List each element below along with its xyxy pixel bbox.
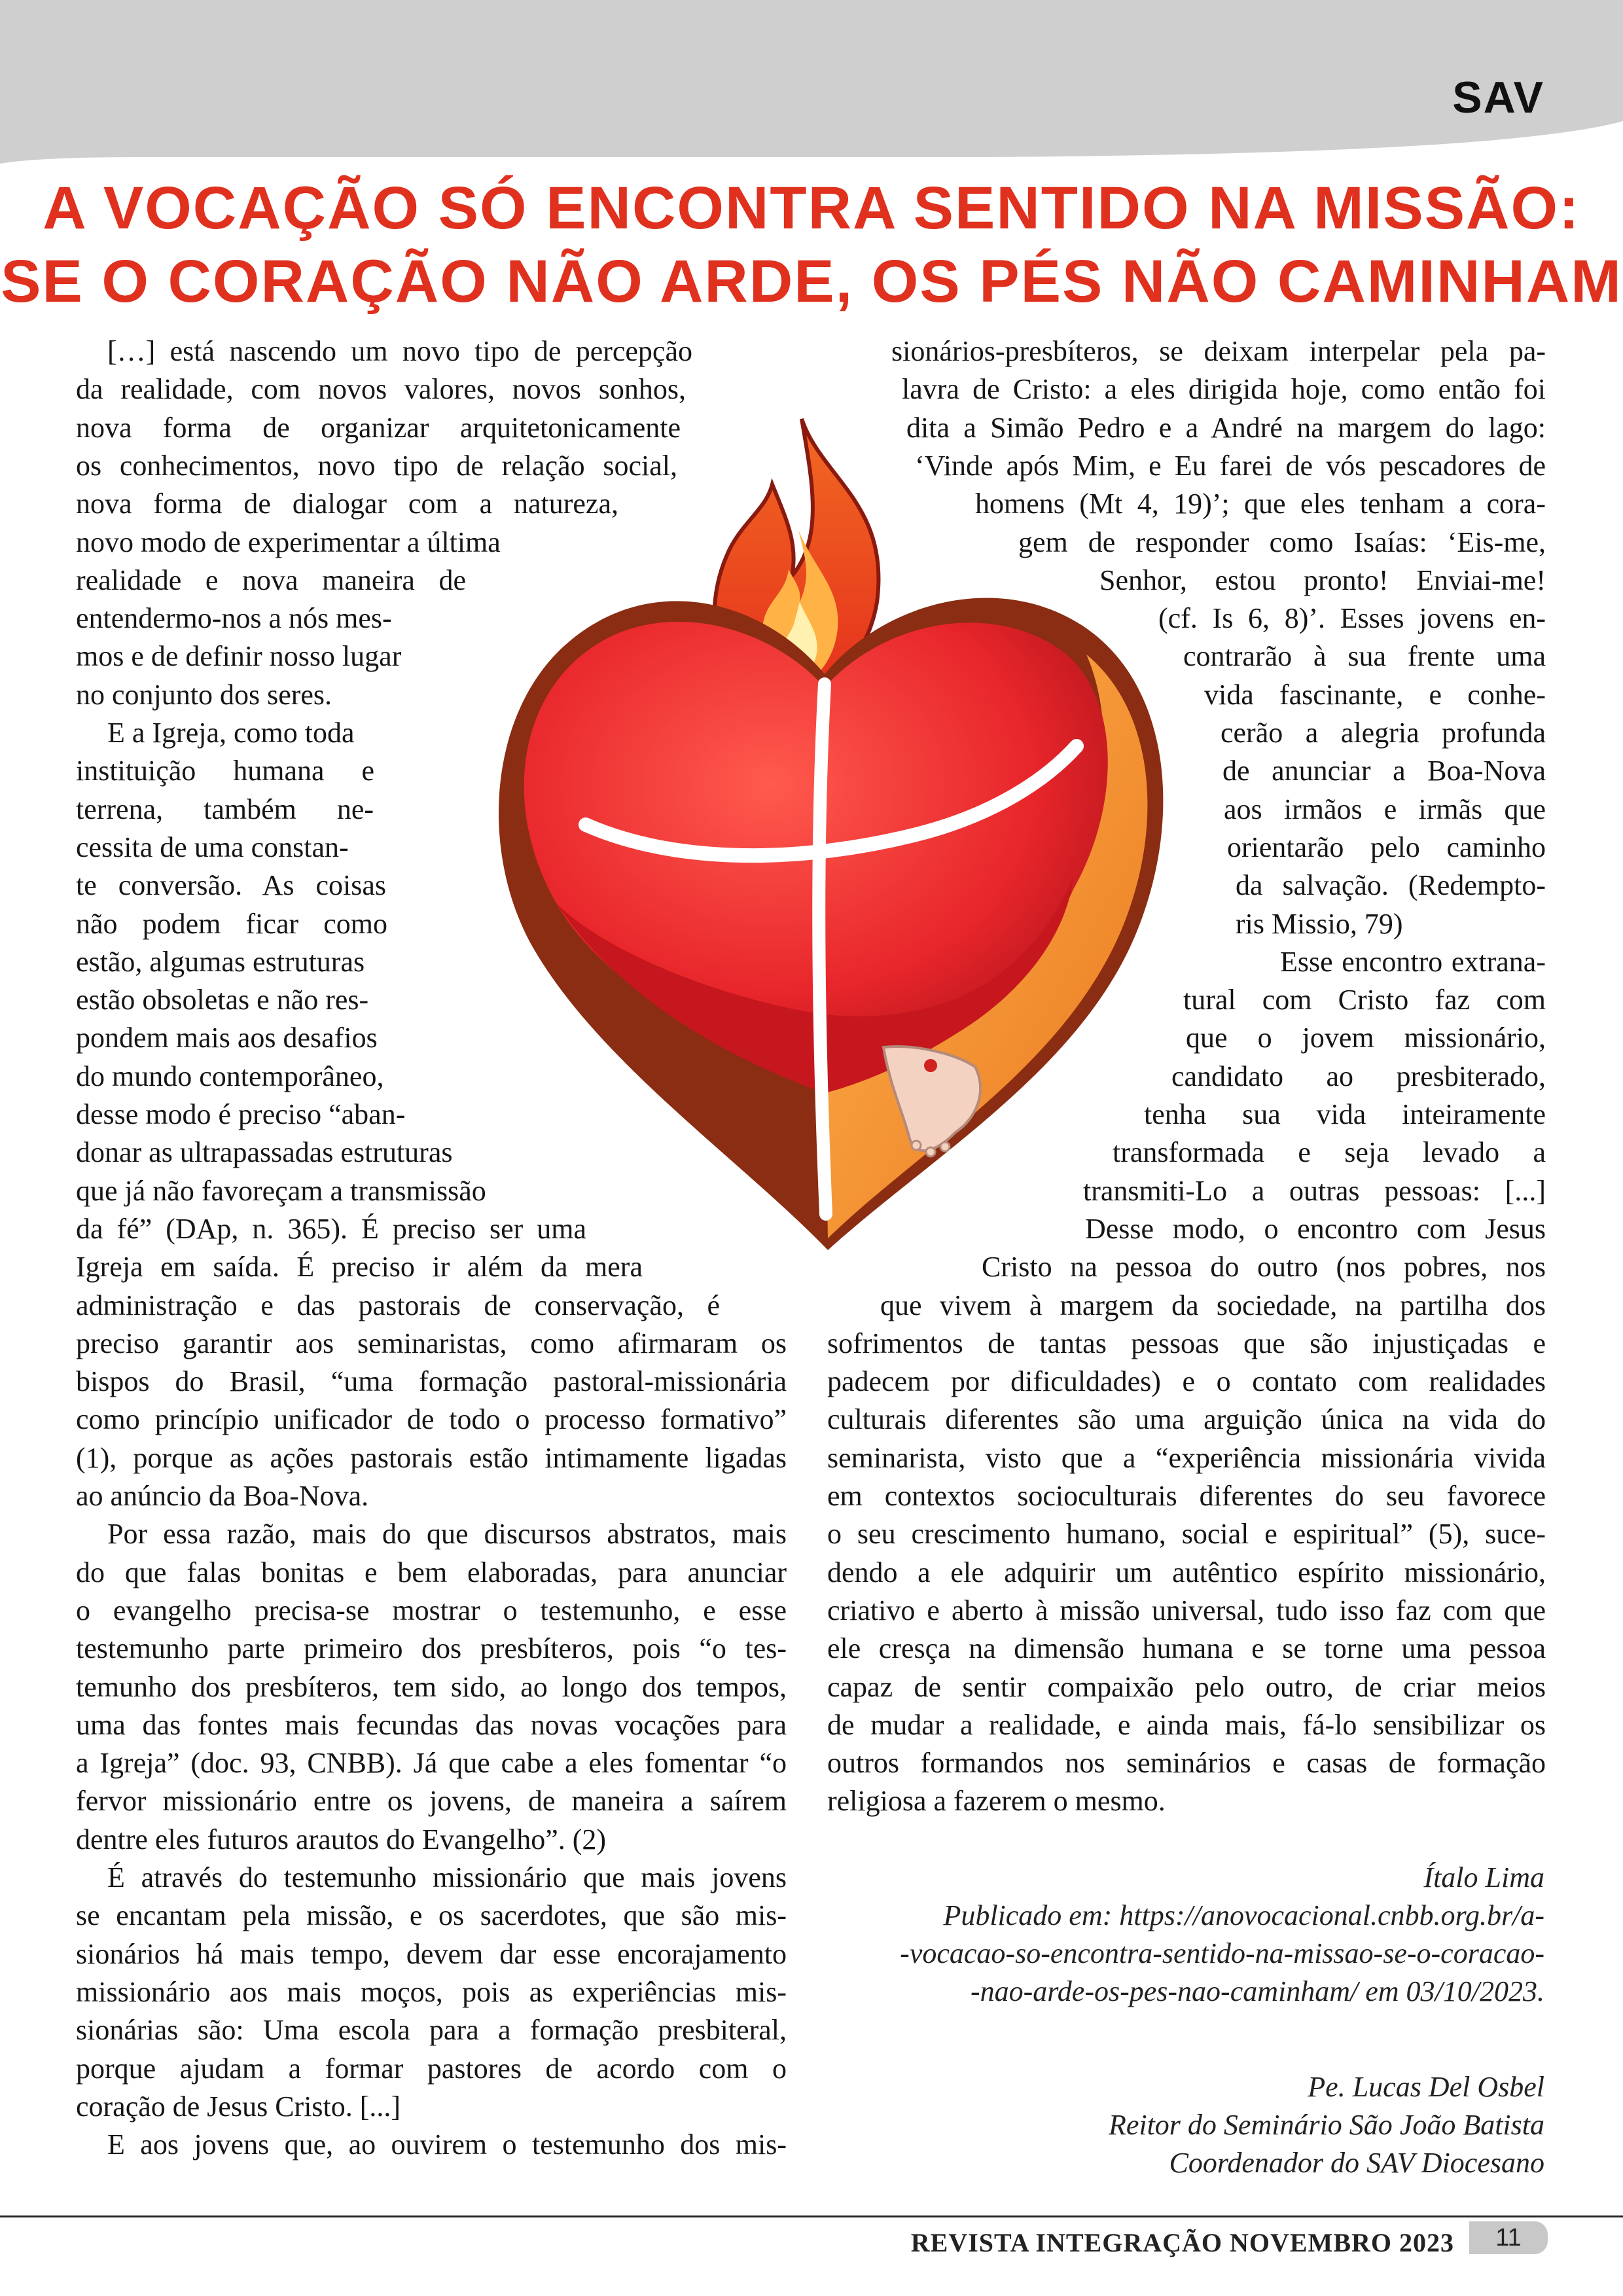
left-column-line: instituição humana e <box>76 755 374 787</box>
left-column-line: como princípio unificador de todo o processo formativo” <box>76 1403 787 1435</box>
left-column-line: coração de Jesus Cristo. [...] <box>76 2090 401 2123</box>
left-column-line: bispos do Brasil, “uma formação pastoral-missionária <box>76 1365 787 1397</box>
left-column-line: do mundo contemporâneo, <box>76 1060 384 1092</box>
right-column-line: seminarista, visto que a “experiência missionária vivida <box>827 1442 1546 1474</box>
right-column-line: Esse encontro extrana- <box>1280 946 1546 978</box>
source-author: Ítalo Lima <box>1423 1861 1544 1893</box>
right-column-line: criativo e aberto à missão universal, tudo isso faz com que <box>827 1594 1546 1626</box>
right-column-line: (cf. Is 6, 8)’. Esses jovens en- <box>1158 602 1546 634</box>
left-column-line: É através do testemunho missionário que mais jovens <box>107 1861 787 1893</box>
right-column-line: culturais diferentes são uma arguição única na vida do <box>827 1403 1546 1435</box>
right-column-line: em contextos socioculturais diferentes do seu favorece <box>827 1480 1546 1512</box>
left-column-line: ao anúncio da Boa-Nova. <box>76 1480 369 1512</box>
right-column-line: que o jovem missionário, <box>1186 1022 1546 1054</box>
right-column-line: tenha sua vida inteiramente <box>1144 1098 1546 1130</box>
right-column-line: sionários-presbíteros, se deixam interpelar pela pa- <box>891 335 1546 367</box>
right-column-line: que vivem à margem da sociedade, na partilha dos <box>880 1289 1546 1321</box>
right-column-line: homens (Mt 4, 19)’; que eles tenham a cora- <box>975 488 1546 520</box>
right-column-line: outros formandos nos seminários e casas de formação <box>827 1747 1546 1779</box>
left-column-line: E aos jovens que, ao ouvirem o testemunho dos mis- <box>107 2128 787 2161</box>
left-column-line: desse modo é preciso “aban- <box>76 1098 406 1130</box>
page-number: 11 <box>1469 2221 1548 2254</box>
left-column-line: terrena, também ne- <box>76 793 374 825</box>
right-column-line: o seu crescimento humano, social e espiritual” (5), suce- <box>827 1518 1546 1550</box>
left-column-line: estão obsoletas e não res- <box>76 984 369 1016</box>
left-column-line: Igreja em saída. É preciso ir além da mera <box>76 1251 643 1283</box>
left-column-line: não podem ficar como <box>76 908 387 940</box>
left-column-line: os conhecimentos, novo tipo de relação social, <box>76 450 677 482</box>
left-column-line: (1), porque as ações pastorais estão intimamente ligadas <box>76 1442 787 1474</box>
left-column-line: uma das fontes mais fecundas das novas vocações para <box>76 1709 787 1741</box>
left-column-line: se encantam pela missão, e os sacerdotes, que são mis- <box>76 1899 787 1931</box>
left-column-line: no conjunto dos seres. <box>76 679 332 711</box>
right-column-line: candidato ao presbiterado, <box>1171 1060 1546 1092</box>
left-column-line: do que falas bonitas e bem elaboradas, para anunciar <box>76 1556 787 1588</box>
source-credit <box>900 1859 1544 2011</box>
right-column-line: Cristo na pessoa do outro (nos pobres, nos <box>982 1251 1546 1283</box>
right-column-line: tural com Cristo faz com <box>1183 984 1546 1016</box>
right-column-line: padecem por dificuldades) e o contato com realidades <box>827 1365 1546 1397</box>
left-column-line: […] está nascendo um novo tipo de percepção <box>107 335 692 367</box>
footer-magazine-title: REVISTA INTEGRAÇÃO NOVEMBRO 2023 <box>910 2228 1454 2257</box>
right-column-line: transformada e seja levado a <box>1113 1136 1546 1168</box>
left-column-line: sionários há mais tempo, devem dar esse encorajamento <box>76 1938 787 1970</box>
right-column-line: ele cresça na dimensão humana e se torne uma pessoa <box>827 1632 1546 1664</box>
left-column-line: nova forma de organizar arquitetonicamente <box>76 412 681 444</box>
left-column-line: porque ajudam a formar pastores de acordo com o <box>76 2053 787 2085</box>
source-line: Publicado em: https://anovocacional.cnbb.org.br/a- <box>943 1899 1544 1931</box>
left-column-line: pondem mais aos desafios <box>76 1022 378 1054</box>
left-column-line: fervor missionário entre os jovens, de maneira a saírem <box>76 1785 787 1817</box>
right-column-line: de anunciar a Boa-Nova <box>1222 755 1546 787</box>
right-column-line: gem de responder como Isaías: ‘Eis-me, <box>1018 526 1546 558</box>
left-column-line: o evangelho precisa-se mostrar o testemunho, e esse <box>76 1594 787 1626</box>
right-column-line: dita a Simão Pedro e a André na margem do lago: <box>906 412 1546 444</box>
right-column-line: cerão a alegria profunda <box>1221 717 1546 749</box>
source-line: -vocacao-so-encontra-sentido-na-missao-se-o-coracao- <box>900 1937 1544 1969</box>
signature-block <box>1109 2068 1544 2182</box>
left-column-line: dentre eles futuros arautos do Evangelho”. (2) <box>76 1823 607 1856</box>
left-column-line: missionário aos mais moços, pois as experiências mis- <box>76 1976 787 2008</box>
right-column-line: sofrimentos de tantas pessoas que são injustiçadas e <box>827 1327 1546 1359</box>
right-column-line: Desse modo, o encontro com Jesus <box>1085 1213 1546 1245</box>
left-column-line: te conversão. As coisas <box>76 869 386 901</box>
left-column-line: novo modo de experimentar a última <box>76 526 501 558</box>
right-column-line: de mudar a realidade, e ainda mais, fá-lo sensibilizar os <box>827 1709 1546 1741</box>
left-column-line: nova forma de dialogar com a natureza, <box>76 488 618 520</box>
right-column-line: transmiti-Lo a outras pessoas: [...] <box>1083 1175 1546 1207</box>
signature-role: Coordenador do SAV Diocesano <box>1169 2147 1544 2179</box>
source-line: -nao-arde-os-pes-nao-caminham/ em 03/10/2023. <box>971 1975 1544 2007</box>
left-column-line: sionárias são: Uma escola para a formação presbiteral, <box>76 2014 787 2046</box>
left-column-line: realidade e nova maneira de <box>76 564 466 596</box>
left-column-line: da realidade, com novos valores, novos sonhos, <box>76 373 686 405</box>
left-column-line: donar as ultrapassadas estruturas <box>76 1136 453 1168</box>
article-title-line-1: A VOCAÇÃO SÓ ENCONTRA SENTIDO NA MISSÃO: <box>43 175 1580 242</box>
left-column-line: preciso garantir aos seminaristas, como afirmaram os <box>76 1327 787 1359</box>
left-column-line: temunho dos presbíteros, tem sido, ao longo dos tempos, <box>76 1671 787 1703</box>
right-column-line: capaz de sentir compaixão pelo outro, de criar meios <box>827 1671 1546 1703</box>
left-column-line: mos e de definir nosso lugar <box>76 640 402 672</box>
right-column-line: Senhor, estou pronto! Enviai-me! <box>1099 564 1546 596</box>
left-column-line: E a Igreja, como toda <box>107 717 355 749</box>
header-band <box>0 0 1623 170</box>
right-column-line: lavra de Cristo: a eles dirigida hoje, como então foi <box>902 373 1546 405</box>
left-column-line: cessita de uma constan- <box>76 831 349 863</box>
right-column-line: da salvação. (Redempto- <box>1236 869 1546 901</box>
right-column-line: dendo a ele adquirir um autêntico espírito missionário, <box>827 1556 1546 1588</box>
right-column-line: ris Missio, 79) <box>1236 908 1403 940</box>
footer-rule <box>0 2215 1623 2217</box>
right-column-line: aos irmãos e irmãs que <box>1224 793 1546 825</box>
left-column-line: da fé” (DAp, n. 365). É preciso ser uma <box>76 1213 586 1245</box>
left-column-line: a Igreja” (doc. 93, CNBB). Já que cabe a eles fomentar “o <box>76 1747 787 1779</box>
right-column-line: contrarão à sua frente uma <box>1183 640 1546 672</box>
right-column-line: orientarão pelo caminho <box>1227 831 1546 863</box>
left-column-line: entendermo-nos a nós mes- <box>76 602 392 634</box>
left-column-line: Por essa razão, mais do que discursos abstratos, mais <box>107 1518 787 1550</box>
right-column-line: ‘Vinde após Mim, e Eu farei de vós pescadores de <box>915 450 1546 482</box>
article-title <box>0 171 1623 318</box>
section-tag: SAV <box>1452 73 1544 122</box>
signature-role: Reitor do Seminário São João Batista <box>1108 2109 1544 2141</box>
signature-name: Pe. Lucas Del Osbel <box>1308 2071 1544 2103</box>
left-column-line: testemunho parte primeiro dos presbíteros, pois “o tes- <box>76 1632 787 1664</box>
left-column-line: administração e das pastorais de conservação, é <box>76 1289 720 1321</box>
right-column-line: vida fascinante, e conhe- <box>1204 679 1546 711</box>
left-column-line: estão, algumas estruturas <box>76 946 365 978</box>
article-title-line-2: SE O CORAÇÃO NÃO ARDE, OS PÉS NÃO CAMINHAM <box>1 248 1622 315</box>
right-column-line: religiosa a fazerem o mesmo. <box>827 1785 1166 1817</box>
left-column-line: que já não favoreçam a transmissão <box>76 1175 486 1207</box>
